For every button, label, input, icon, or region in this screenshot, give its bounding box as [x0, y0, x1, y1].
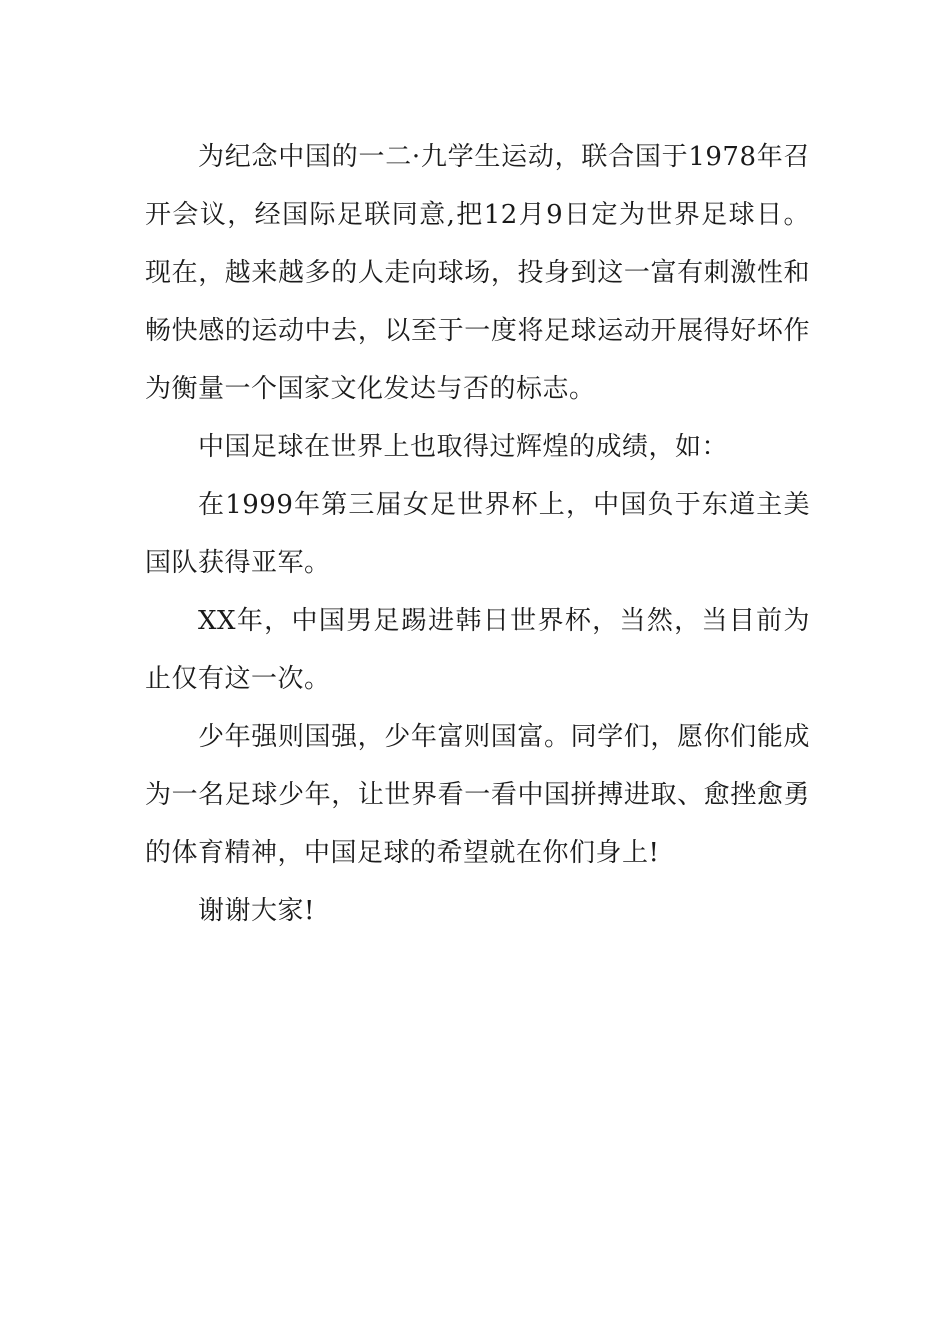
- paragraph-chinese-achievements: 中国足球在世界上也取得过辉煌的成绩，如：: [198, 432, 729, 462]
- paragraph-world-football-day: 为纪念中国的一二·九学生运动，联合国于1978年召开会议，经国际足联同意,把12月9日定为世界足球日。现在，越来越多的人走向球场，投身到这一富有刺激性和畅快感的运动中去，以至于一度将足球运动开展得好坏作为衡量一个国家文化发达与否的标志。: [145, 142, 810, 404]
- document-body: [145, 128, 810, 940]
- paragraph-thanks: 谢谢大家!: [198, 896, 315, 926]
- paragraph-mens-world-cup: XX年，中国男足踢进韩日世界杯，当然，当目前为止仅有这一次。: [145, 606, 810, 694]
- paragraph-womens-world-cup: 在1999年第三届女足世界杯上，中国负于东道主美国队获得亚军。: [145, 490, 810, 578]
- paragraph-encouragement: 少年强则国强，少年富则国富。同学们，愿你们能成为一名足球少年，让世界看一看中国拼搏进取、愈挫愈勇的体育精神，中国足球的希望就在你们身上!: [145, 722, 810, 868]
